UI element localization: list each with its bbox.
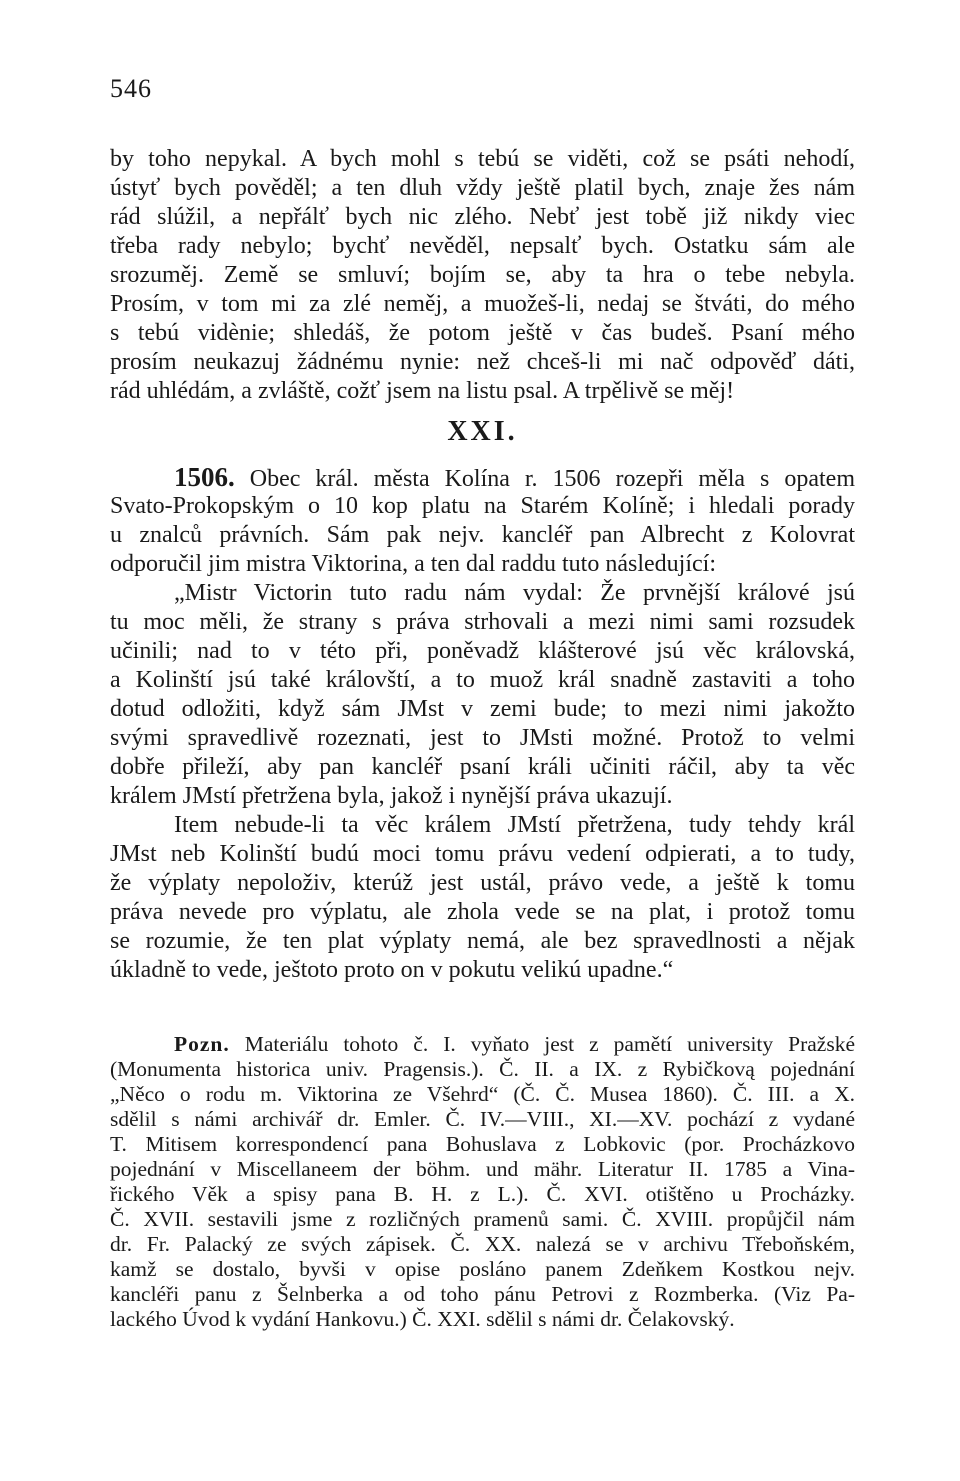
text-line: lackého Úvod k vydání Hankovu.) Č. XXI. sdělil s námi dr. Čelakovský.: [110, 1307, 735, 1331]
text-line: Č. XVII. sestavili jsme z rozličných pramenů sami. Č. XVIII. propůjčil nám: [110, 1207, 855, 1231]
text-line: kancléři panu z Šelnberka a od toho pánu Petrovi z Rozmberka. (Viz Pa-: [110, 1282, 855, 1306]
text-line: pojednání v Miscellaneem der böhm. und mähr. Literatur II. 1785 a Vina-: [110, 1157, 855, 1181]
text-line: učinili; nad to v této při, poněvadž klášterové jsú věc královská,: [110, 638, 855, 664]
book-page: [110, 0, 855, 1481]
text-line: že výplaty nepoloživ, kterúž jest ustál, právo vede, a ještě k tomu: [110, 870, 855, 896]
text-line: rád uhlédám, a zvláště, cožť jsem na listu psal. A trpělivě se měj!: [110, 378, 735, 404]
text-line: Materiálu tohoto č. I. vyňato jest z pamětí university Pražské: [244, 1032, 855, 1056]
text-line: u znalců právních. Sám pak nejv. kancléř pan Albrecht z Kolovrat: [110, 522, 855, 548]
text-line: JMst neb Kolinští budú moci tomu právu vedení odpierati, a to tudy,: [110, 841, 855, 867]
text-line: Item nebude-li ta věc králem JMstí přetržena, tudy tehdy král: [174, 812, 855, 838]
text-line: svými spravedlivě rozeznati, jest to JMsti možné. Protož to velmi: [110, 725, 855, 751]
text-line: ústyť bych pověděl; a ten dluh vždy ještě platil bych, znaje žes nám: [110, 175, 855, 201]
text-line: Svato-Prokopským o 10 kop platu na Starém Kolíně; i hledali porady: [110, 493, 855, 519]
section-year: 1506.: [174, 462, 235, 492]
text-line: srozuměj. Země se smluví; bojím se, aby ta hra o tebe nebyla.: [110, 262, 855, 288]
text-line: úkladně to vede, ještoto proto on v pokutu velikú upadne.“: [110, 957, 674, 983]
footnote-label: Pozn.: [174, 1032, 230, 1056]
text-line: by toho nepykal. A bych mohl s tebú se viděti, což se psáti nehodí,: [110, 146, 855, 172]
text-line: králem JMstí přetržena byla, jakož i nynější práva ukazují.: [110, 783, 673, 809]
text-line: dr. Fr. Palacký ze svých zápisek. Č. XX. nalezá se v archivu Třeboňském,: [110, 1232, 855, 1256]
text-line-with-year: [174, 463, 855, 493]
text-line: odporučil jim mistra Viktorina, a ten dal raddu tuto následující:: [110, 551, 716, 577]
text-line: dotud odložiti, když sám JMst v zemi bude; to mezi nimi jakožto: [110, 696, 855, 722]
text-line: řického Věk a spisy pana B. H. z L.). Č. XVI. otištěno u Procházky.: [110, 1182, 855, 1206]
footnote-first-line: [174, 1032, 855, 1056]
page-number: 546: [110, 74, 152, 103]
text-line: třeba rady nebylo; bychť nevěděl, nepsalť bych. Ostatku sám ale: [110, 233, 855, 259]
text-line: Obec král. města Kolína r. 1506 rozepři měla s opatem: [249, 466, 856, 492]
text-line: Prosím, v tom mi za zlé neměj, a muožeš-li, nedaj se štváti, do mého: [110, 291, 855, 317]
text-line: dobře přileží, aby pan kancléř psaní králi učiniti ráčil, aby ta věc: [110, 754, 855, 780]
text-line: rád slúžil, a nepřálť bych nic zlého. Nebť jest tobě již nikdy viec: [110, 204, 855, 230]
text-line: kamž se dostalo, byvši v opise posláno panem Zdeňkem Kostkou nejv.: [110, 1257, 855, 1281]
text-line: sdělil s námi archivář dr. Emler. Č. IV.—VIII., XI.—XV. pochází z vydané: [110, 1107, 855, 1131]
text-line: tu moc měli, že strany s práva strhovali a mezi nimi sami rozsudek: [110, 609, 855, 635]
text-line: „Mistr Victorin tuto radu nám vydal: Že prvnější králové jsú: [174, 580, 855, 606]
text-line: práva nevede pro výplatu, ale zhola vede se na plat, i protož tomu: [110, 899, 855, 925]
text-line: „Něco o rodu m. Viktorina ze Všehrd“ (Č. Č. Musea 1860). Č. III. a X.: [110, 1082, 855, 1106]
text-line: T. Mitisem korrespondencí pana Bohuslava z Lobkovic (por. Procházkovo: [110, 1132, 855, 1156]
text-line: (Monumenta historica univ. Pragensis.). Č. II. a IX. z Rybičkovą pojednání: [110, 1057, 855, 1081]
section-heading: XXI.: [447, 416, 518, 447]
text-line: prosím neukazuj žádnému nynie: než chceš-li mi nač odpověď dáti,: [110, 349, 855, 375]
text-line: a Kolinští jsú také královští, a to muož král snadně zastaviti a toho: [110, 667, 855, 693]
text-line: s tebú vidènie; shledáš, že potom ještě v čas budeš. Psaní mého: [110, 320, 855, 346]
text-line: se rozumie, že ten plat výplaty nemá, ale bez spravedlnosti a nějak: [110, 928, 855, 954]
